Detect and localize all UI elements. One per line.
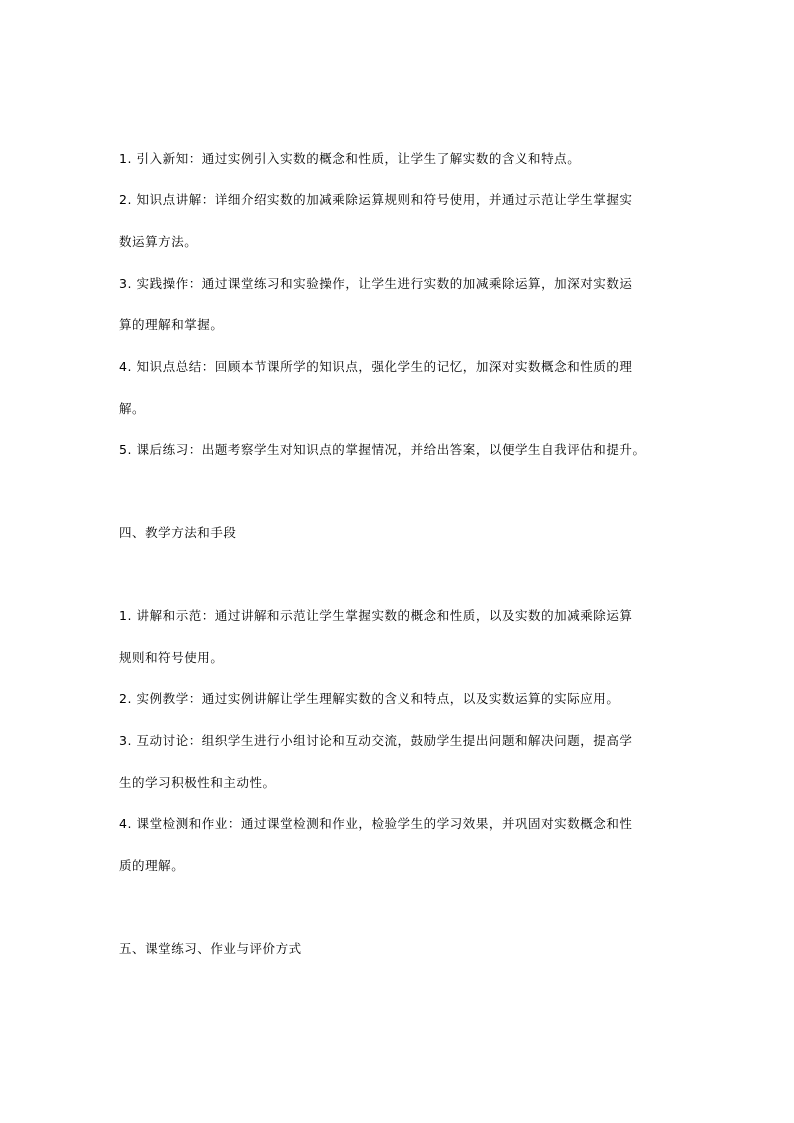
method-3-line-2: 生的学习积极性和主动性。 bbox=[119, 775, 276, 790]
method-2-line-1: 2. 实例教学：通过实例讲解让学生理解实数的含义和特点，以及实数运算的实际应用。 bbox=[119, 691, 620, 706]
section-4-heading: 四、教学方法和手段 bbox=[119, 525, 237, 540]
step-2-line-1: 2. 知识点讲解：详细介绍实数的加减乘除运算规则和符号使用，并通过示范让学生掌握实 bbox=[119, 192, 633, 207]
step-5-line-1: 5. 课后练习：出题考察学生对知识点的掌握情况，并给出答案，以便学生自我评估和提升。 bbox=[119, 442, 646, 457]
step-3-line-1: 3. 实践操作：通过课堂练习和实验操作，让学生进行实数的加减乘除运算，加深对实数运 bbox=[119, 276, 633, 291]
method-1-line-1: 1. 讲解和示范：通过讲解和示范让学生掌握实数的概念和性质，以及实数的加减乘除运算 bbox=[119, 608, 633, 623]
section-5-heading: 五、课堂练习、作业与评价方式 bbox=[119, 941, 302, 956]
step-2-line-2: 数运算方法。 bbox=[119, 234, 198, 249]
method-4-line-1: 4. 课堂检测和作业：通过课堂检测和作业，检验学生的学习效果，并巩固对实数概念和性 bbox=[119, 816, 633, 831]
method-3-line-1: 3. 互动讨论：组织学生进行小组讨论和互动交流，鼓励学生提出问题和解决问题，提高学 bbox=[119, 733, 633, 748]
step-4-line-2: 解。 bbox=[119, 401, 146, 416]
method-1-line-2: 规则和符号使用。 bbox=[119, 650, 224, 665]
method-4-line-2: 质的理解。 bbox=[119, 858, 185, 873]
step-4-line-1: 4. 知识点总结：回顾本节课所学的知识点，强化学生的记忆，加深对实数概念和性质的理 bbox=[119, 359, 633, 374]
step-1-line-1: 1. 引入新知：通过实例引入实数的概念和性质，让学生了解实数的含义和特点。 bbox=[119, 151, 581, 166]
step-3-line-2: 算的理解和掌握。 bbox=[119, 317, 224, 332]
